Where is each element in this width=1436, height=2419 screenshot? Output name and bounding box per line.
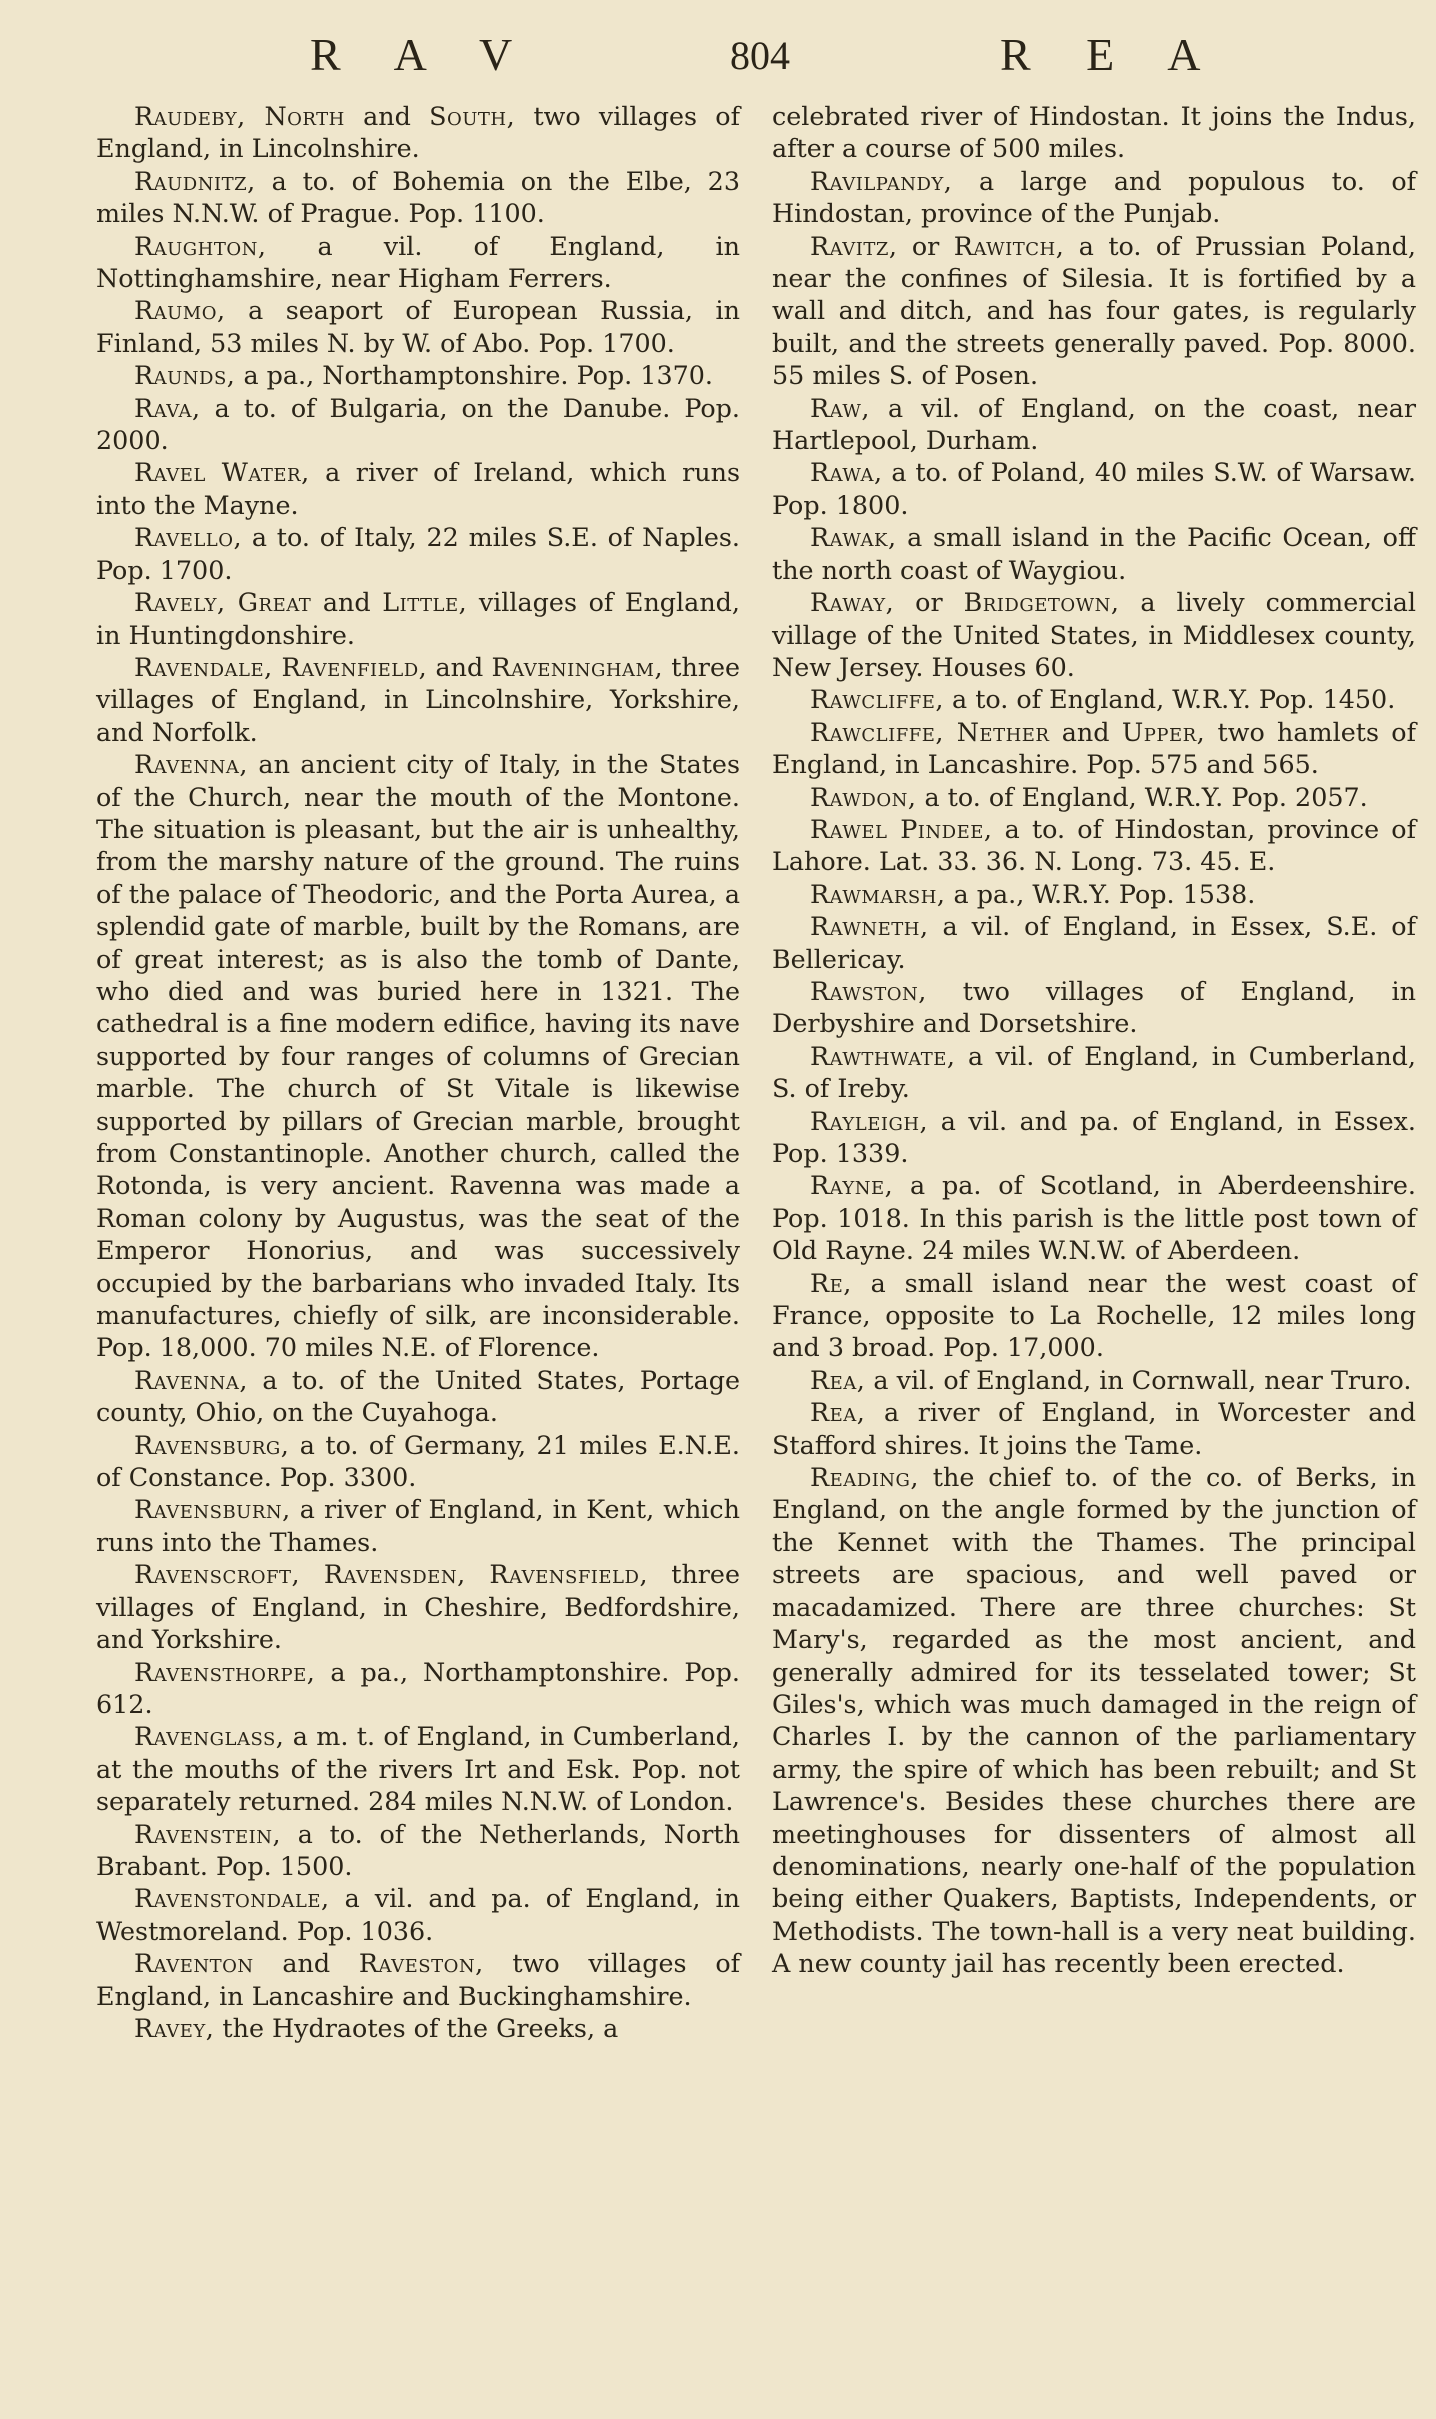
entry-text: a pa. of Scotland, in Aberdeenshire. Pop. 1018. In this parish is the little post town of Old Rayne. 24 miles W.N.W. of Aberdeen. [772, 1170, 1416, 1266]
headword: Raveston, [358, 1948, 484, 1979]
entry-text: a to. of Poland, 40 miles S.W. of Warsaw. Pop. 1800. [772, 457, 1416, 520]
gazetteer-entry [772, 878, 1416, 910]
headword: Ravel Water, [134, 457, 310, 488]
gazetteer-entry [772, 392, 1416, 457]
headword: Rayleigh, [810, 1105, 929, 1136]
headword: Rawa, [810, 457, 883, 488]
gazetteer-entry [772, 456, 1416, 521]
entry-text: a vil. and pa. of England, in Westmoreland. Pop. 1036. [96, 1883, 740, 1946]
gazetteer-entry [96, 2012, 740, 2044]
connector: and [344, 101, 430, 131]
headword: Rawcliffe, Nether [810, 716, 1050, 747]
headword: Ravely, Great [134, 587, 312, 618]
gazetteer-entry [96, 456, 740, 521]
entry-text: a river of Ireland, which runs into the Mayne. [96, 457, 740, 520]
gazetteer-entry [772, 683, 1416, 715]
entry-text: a to. of Hindostan, province of Lahore. Lat. 33. 36. N. Long. 73. 45. E. [772, 813, 1416, 877]
gazetteer-entry [772, 100, 1416, 165]
gazetteer-entry [772, 165, 1416, 230]
entry-text: villages of England, in Huntingdonshire. [96, 587, 740, 650]
gazetteer-entry [772, 586, 1416, 683]
headword: Rawston, [810, 975, 927, 1006]
headword: Bridgetown, [963, 587, 1120, 618]
entry-text: three villages of England, in Cheshire, Bedfordshire, and Yorkshire. [96, 1559, 740, 1655]
gazetteer-entry [96, 392, 740, 457]
headword: Raumo, [134, 295, 226, 326]
gazetteer-entry [96, 1429, 740, 1494]
headword: Rawitch, [953, 230, 1065, 261]
headword: Ravilpandy, [810, 165, 953, 196]
gazetteer-entry [96, 748, 740, 1364]
gazetteer-entry [96, 230, 740, 295]
header-right-guide: R E A [1000, 29, 1223, 80]
headword: Raveningham, [491, 651, 664, 682]
gazetteer-entry [772, 975, 1416, 1040]
headword: Rawdon, [810, 781, 917, 812]
gazetteer-entry [96, 294, 740, 359]
headword: Raudnitz, [134, 165, 256, 196]
entry-text: a to. of England, W.R.Y. Pop. 1450. [943, 684, 1396, 715]
entry-text: the chief to. of the co. of Berks, in England, on the angle formed by the junction of the Kennet with the Thames. The principal streets are spacious, and well paved or macadamized. There are three churches: St Mary's, regarded as the most ancient, and generally admired for its tesselated tower; St Giles's, which was much damaged in the reign of Charles I. by the cannon of the parliamentary army, the spire of which has been rebuilt; and St Lawrence's. Besides these churches there are meetinghouses for dissenters of almost all denominations, nearly one-half of the population being either Quakers, Baptists, Independents, or Methodists. The town-hall is a very neat building. A new county jail has recently been erected. [772, 1462, 1416, 1979]
headword: Ravenstein, [134, 1818, 282, 1849]
gazetteer-entry [772, 1364, 1416, 1396]
headword: Rawel Pindee, [810, 813, 993, 844]
entry-text: the Hydraotes of the Greeks, a [214, 2012, 619, 2043]
headword: Raway, [810, 587, 895, 618]
headword: Ravenscroft, Ravensden, Ravensfield, [134, 1559, 649, 1590]
headword: Re, [810, 1267, 852, 1298]
headword: Ravendale, Ravenfield, [134, 651, 428, 682]
connector: or [897, 230, 954, 261]
gazetteer-entry [96, 1558, 740, 1655]
headword: Rava, [134, 392, 201, 423]
headword: Ravenstondale, [134, 1883, 330, 1914]
headword: Upper, [1121, 716, 1206, 747]
entry-text: two hamlets of England, in Lancashire. Pop. 575 and 565. [772, 716, 1416, 780]
entry-text: a to. of Bohemia on the Elbe, 23 miles N.N.W. of Prague. Pop. 1100. [96, 165, 740, 229]
header-left-guide: R A V [310, 29, 535, 80]
entry-text: a to. of Bulgaria, on the Danube. Pop. 2000. [96, 392, 740, 456]
headword: Reading, [810, 1462, 919, 1493]
connector: and [311, 587, 383, 618]
headword: Rawmarsh, [810, 878, 946, 909]
gazetteer-entry [96, 165, 740, 230]
entry-text: a vil. of England, in Nottinghamshire, near Higham Ferrers. [96, 230, 740, 294]
entry-text: a vil. of England, in Essex, S.E. of Bellericay. [772, 911, 1416, 974]
entry-text: a to. of the United States, Portage county, Ohio, on the Cuyahoga. [96, 1364, 740, 1428]
entry-text: two villages of England, in Lincolnshire. [96, 101, 740, 164]
connector: and [1049, 716, 1122, 747]
headword: Raventon [134, 1948, 254, 1979]
headword: Rawneth, [810, 911, 929, 942]
entry-text: a to. of Italy, 22 miles S.E. of Naples. Pop. 1700. [96, 522, 740, 585]
gazetteer-entry [96, 521, 740, 586]
headword: Rea, [810, 1397, 866, 1428]
gazetteer-entry [96, 651, 740, 748]
gazetteer-entry [96, 359, 740, 391]
headword: Raunds, [134, 360, 236, 391]
headword: Raw, [810, 392, 870, 423]
entry-text: a seaport of European Russia, in Finland, 53 miles N. by W. of Abo. Pop. 1700. [96, 295, 740, 358]
right-column [772, 100, 1416, 1980]
gazetteer-entry [772, 1461, 1416, 1980]
headword: Rawthwate, [810, 1040, 956, 1071]
headword: Ravensburg, [134, 1429, 290, 1460]
gazetteer-entry [96, 586, 740, 651]
page-number: 804 [730, 33, 790, 78]
headword: Ravenglass, [134, 1721, 285, 1752]
page-header [0, 28, 1436, 88]
headword: Rawcliffe, [810, 684, 944, 715]
headword: South, [429, 101, 516, 131]
entry-text: two villages of England, in Lancashire and Buckinghamshire. [96, 1948, 740, 2011]
headword: Ravello, [134, 522, 243, 553]
gazetteer-entry [772, 781, 1416, 813]
headword: Raudeby, North [134, 101, 345, 131]
gazetteer-entry [96, 1493, 740, 1558]
gazetteer-entry [96, 1656, 740, 1721]
connector: and [253, 1948, 359, 1979]
entry-text: a to. of England, W.R.Y. Pop. 2057. [916, 781, 1368, 812]
connector: and [427, 651, 492, 682]
headword: Rawak, [810, 522, 897, 553]
entry-text: a river of England, in Worcester and Stafford shires. It joins the Tame. [772, 1397, 1416, 1460]
gazetteer-entry [772, 1169, 1416, 1266]
headword: Ravensburn, [134, 1494, 291, 1525]
gazetteer-entry [96, 1364, 740, 1429]
headword: Rayne, [810, 1170, 894, 1201]
connector: or [894, 587, 964, 618]
gazetteer-entry [96, 1947, 740, 2012]
headword: Ravitz, [810, 230, 898, 261]
entry-text: a vil. of England, on the coast, near Hartlepool, Durham. [772, 392, 1416, 456]
entry-text: a river of England, in Kent, which runs into the Thames. [96, 1494, 740, 1557]
gazetteer-entry [772, 230, 1416, 392]
headword: Ravenna, [134, 1364, 248, 1395]
entry-text: a vil. and pa. of England, in Essex. Pop. 1339. [772, 1105, 1416, 1168]
entry-text: two villages of England, in Derbyshire and Dorsetshire. [772, 975, 1416, 1039]
entry-text: a vil. of England, in Cumberland, S. of Ireby. [772, 1040, 1416, 1104]
gazetteer-entry [96, 1818, 740, 1883]
headword: Ravey, [134, 2012, 215, 2043]
gazetteer-entry [96, 1882, 740, 1947]
entry-text: three villages of England, in Lincolnshire, Yorkshire, and Norfolk. [96, 651, 740, 747]
gazetteer-entry [96, 100, 740, 165]
entry-text: celebrated river of Hindostan. It joins the Indus, after a course of 500 miles. [772, 101, 1416, 164]
entry-text: a vil. of England, in Cornwall, near Truro. [865, 1364, 1412, 1395]
gazetteer-entry [772, 910, 1416, 975]
entry-text: a to. of Prussian Poland, near the confines of Silesia. It is fortified by a wall and ditch, and has four gates, is regularly built, and the streets generally paved. Pop. 8000. 55 miles S. of Posen. [772, 230, 1416, 391]
entry-text: a pa., Northamptonshire. Pop. 1370. [235, 360, 713, 391]
entry-text: a small island in the Pacific Ocean, off the north coast of Waygiou. [772, 522, 1416, 585]
entry-text: a m. t. of England, in Cumberland, at the mouths of the rivers Irt and Esk. Pop. not separately returned. 284 miles N.N.W. of London. [96, 1721, 740, 1817]
entry-text: an ancient city of Italy, in the States of the Church, near the mouth of the Montone. The situation is pleasant, but the air is unhealthy, from the marshy nature of the ground. The ruins of the palace of Theodoric, and the Porta Aurea, a splendid gate of marble, built by the Romans, are of great interest; as is also the tomb of Dante, who died and was buried here in 1321. The cathedral is a fine modern edifice, having its nave supported by four ranges of columns of Grecian marble. The church of St Vitale is likewise supported by pillars of Grecian marble, brought from Constantinople. Another church, called the Rotonda, is very ancient. Ravenna was made a Roman colony by Augustus, was the seat of the Emperor Honorius, and was successively occupied by the barbarians who invaded Italy. Its manufactures, chiefly of silk, are inconsiderable. Pop. 18,000. 70 miles N.E. of Florence. [96, 749, 740, 1363]
headword: Ravensthorpe, [134, 1656, 316, 1687]
headword: Little, [382, 587, 468, 618]
gazetteer-entry [772, 521, 1416, 586]
gazetteer-entry [772, 1105, 1416, 1170]
gazetteer-entry [772, 1267, 1416, 1364]
left-column [96, 100, 740, 2044]
entry-text: a pa., W.R.Y. Pop. 1538. [945, 878, 1256, 909]
gazetteer-entry [96, 1720, 740, 1817]
gazetteer-entry [772, 1396, 1416, 1461]
entry-text: a lively commercial village of the United States, in Middlesex county, New Jersey. Houses 60. [772, 587, 1416, 682]
gazetteer-entry [772, 813, 1416, 878]
entry-text: a to. of the Netherlands, North Brabant. Pop. 1500. [96, 1818, 740, 1881]
entry-text: a pa., Northamptonshire. Pop. 612. [96, 1656, 740, 1719]
entry-text: a large and populous to. of Hindostan, province of the Punjab. [772, 165, 1416, 229]
gazetteer-entry [772, 716, 1416, 781]
headword: Ravenna, [134, 749, 248, 780]
headword: Rea, [810, 1364, 866, 1395]
entry-text: a small island near the west coast of France, opposite to La Rochelle, 12 miles long and 3 broad. Pop. 17,000. [772, 1267, 1416, 1363]
entry-text: a to. of Germany, 21 miles E.N.E. of Constance. Pop. 3300. [96, 1429, 740, 1493]
gazetteer-entry [772, 1040, 1416, 1105]
headword: Raughton, [134, 230, 267, 261]
